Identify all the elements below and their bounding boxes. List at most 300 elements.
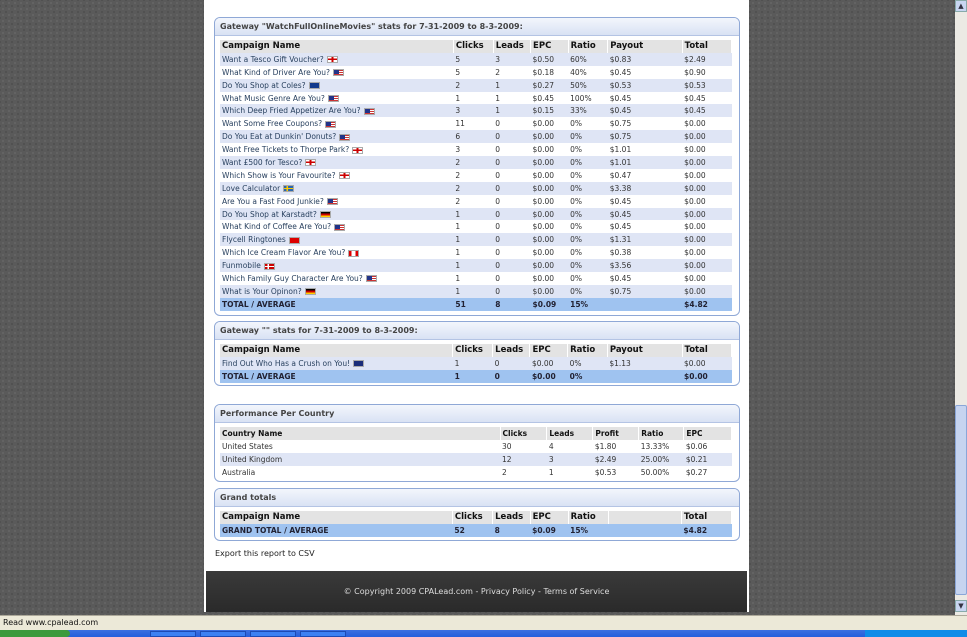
payout-cell: $0.45 [608,208,682,221]
total-row [220,524,732,537]
leads-cell: 0 [493,156,530,169]
total-cell: $0.00 [682,246,731,259]
column-header: Campaign Name [220,344,453,357]
vertical-scrollbar[interactable] [955,0,967,615]
payout-cell: $1.01 [608,156,682,169]
epc-total-cell: $0.09 [530,524,568,537]
os-taskbar [0,630,967,637]
campaign-link[interactable]: Which Ice Cream Flavor Are You? [222,248,346,258]
payout-cell: $0.83 [608,53,682,66]
scroll-down-arrow-icon[interactable]: ▼ [955,600,967,612]
clicks-cell: 12 [500,453,547,466]
campaign-link[interactable]: Which Show is Your Favourite? [222,170,336,180]
table-row [220,182,732,195]
column-header [608,511,681,524]
gateway-watchfullonlinemovies-panel [214,17,740,316]
footer-separator: - [472,587,481,596]
table-row [220,169,732,182]
column-header: Payout [608,40,682,53]
ratio-cell: 0% [568,195,608,208]
clicks-cell: 2 [453,156,493,169]
column-header: Clicks [500,427,547,440]
clicks-cell: 5 [453,53,493,66]
column-header: Profit [593,427,639,440]
campaign-link[interactable]: Flycell Ringtones [222,235,286,245]
total-cell: $0.00 [682,357,731,370]
privacy-policy-link[interactable]: Privacy Policy [480,587,536,596]
epc-cell: $0.06 [684,440,732,453]
table-row [220,130,732,143]
total-total-cell: $4.82 [682,298,731,311]
ratio-cell: 13.33% [639,440,684,453]
column-header: Country Name [220,427,500,440]
campaign-name-cell[interactable] [220,92,453,105]
column-header: Total [682,344,731,357]
country-table [220,427,732,479]
campaign-name-cell[interactable] [220,182,453,195]
browser-status-bar [0,615,967,630]
leads-cell: 1 [493,92,530,105]
total-row [220,370,732,383]
total-label-cell: GRAND TOTAL / AVERAGE [220,524,452,537]
ratio-cell: 60% [568,53,608,66]
epc-cell: $0.45 [531,92,569,105]
gateway-empty-panel [214,321,740,386]
payout-cell: $0.47 [608,169,682,182]
clicks-total-cell: 52 [452,524,492,537]
status-text: Read www.cpalead.com [3,618,99,627]
campaign-link[interactable]: Want £500 for Tesco? [222,157,303,167]
clicks-cell: 1 [453,357,493,370]
ratio-cell: 0% [568,182,608,195]
campaign-name-cell[interactable] [220,208,453,221]
campaign-name-cell[interactable] [220,169,453,182]
clicks-cell: 1 [453,220,493,233]
ratio-cell: 0% [568,272,608,285]
export-csv-link[interactable]: Export this report to CSV [215,549,315,558]
total-label-cell: TOTAL / AVERAGE [220,298,453,311]
payout-cell: $1.31 [608,233,682,246]
leads-cell: 0 [493,117,530,130]
clicks-cell: 1 [453,246,493,259]
clicks-cell: 1 [453,259,493,272]
payout-total-cell [608,524,681,537]
table-row [220,440,732,453]
epc-cell: $0.00 [531,220,569,233]
leads-total-cell: 8 [493,298,530,311]
uk-flag-icon [339,172,350,179]
campaign-name-cell[interactable] [220,246,453,259]
payout-cell: $0.75 [608,285,682,298]
payout-cell: $0.45 [608,66,682,79]
table-row [220,285,732,298]
column-header: Leads [493,511,530,524]
epc-cell: $0.00 [531,259,569,272]
ratio-cell: 0% [568,169,608,182]
leads-cell: 0 [493,285,530,298]
de-flag-icon [305,288,316,295]
campaign-link[interactable]: Which Family Guy Character Are You? [222,273,363,283]
leads-cell: 3 [493,53,530,66]
us-flag-icon [328,95,339,102]
epc-cell: $0.18 [531,66,569,79]
table-row [220,143,732,156]
column-header: Leads [493,40,530,53]
column-header: Ratio [568,40,608,53]
campaign-link[interactable]: What is Your Opinon? [222,286,302,296]
ratio-cell: 0% [568,156,608,169]
column-header: Clicks [453,40,493,53]
clicks-cell: 2 [453,182,493,195]
leads-cell: 4 [547,440,593,453]
total-label-cell: TOTAL / AVERAGE [220,370,453,383]
us-flag-icon [325,121,336,128]
report-page [204,0,749,612]
us-flag-icon [339,134,350,141]
ratio-cell: 40% [568,66,608,79]
total-cell: $2.49 [682,53,731,66]
epc-cell: $0.00 [531,130,569,143]
epc-cell: $0.00 [531,208,569,221]
panel-title: Gateway "WatchFullOnlineMovies" stats for 7-31-2009 to 8-3-2009: [215,18,739,36]
leads-cell: 0 [493,143,530,156]
uk-flag-icon [305,159,316,166]
epc-cell: $0.00 [531,285,569,298]
clicks-cell: 2 [453,195,493,208]
total-total-cell: $0.00 [682,370,731,383]
campaign-name-cell[interactable] [220,156,453,169]
column-header: EPC [531,40,569,53]
us-flag-icon [364,108,375,115]
clicks-total-cell: 1 [453,370,493,383]
epc-cell: $0.27 [531,79,569,92]
ratio-cell: 0% [568,233,608,246]
leads-cell: 0 [493,208,530,221]
header-row [220,40,732,53]
ratio-total-cell: 15% [568,524,608,537]
ratio-cell: 0% [568,357,608,370]
total-cell: $0.53 [682,79,731,92]
campaign-link[interactable]: Want Free Tickets to Thorpe Park? [222,145,350,155]
ratio-cell: 0% [568,130,608,143]
column-header: Payout [607,344,682,357]
epc-cell: $0.00 [531,156,569,169]
header-row [220,511,732,524]
column-header: Campaign Name [220,511,452,524]
campaign-link[interactable]: Love Calculator [222,183,281,193]
uk-flag-icon [327,56,338,63]
total-cell: $0.00 [682,233,731,246]
campaign-name-cell[interactable] [220,285,453,298]
clicks-cell: 1 [453,285,493,298]
leads-total-cell: 0 [493,370,530,383]
table-row [220,117,732,130]
column-header: Ratio [568,511,608,524]
taskbar-window-button[interactable] [300,631,346,637]
grand-totals-panel [214,488,740,541]
table-row [220,156,732,169]
ratio-cell: 33% [568,104,608,117]
clicks-cell: 11 [453,117,493,130]
gateway-stats-table [220,344,732,383]
table-row [220,357,732,370]
epc-cell: $0.00 [531,272,569,285]
table-row [220,208,732,221]
payout-cell: $3.38 [608,182,682,195]
table-row [220,195,732,208]
campaign-name-cell[interactable] [220,233,453,246]
leads-cell: 0 [493,220,530,233]
epc-cell: $0.15 [531,104,569,117]
ratio-total-cell: 15% [568,298,608,311]
table-row [220,104,732,117]
total-cell: $0.00 [682,143,731,156]
campaign-link[interactable]: Do You Eat at Dunkin' Donuts? [222,132,337,142]
us-flag-icon [327,198,338,205]
clicks-cell: 1 [453,208,493,221]
clicks-cell: 3 [453,104,493,117]
campaign-link[interactable]: Do You Shop at Coles? [222,80,306,90]
clicks-cell: 2 [453,169,493,182]
table-row [220,259,732,272]
payout-cell: $0.45 [608,272,682,285]
column-header: EPC [530,511,568,524]
column-header: Ratio [639,427,684,440]
us-flag-icon [333,69,344,76]
campaign-link[interactable]: What Kind of Driver Are You? [222,67,331,77]
campaign-name-cell[interactable] [220,53,453,66]
clicks-cell: 1 [453,233,493,246]
payout-cell: $0.45 [608,92,682,105]
profit-cell: $0.53 [593,466,639,479]
table-row [220,53,732,66]
table-row [220,466,732,479]
payout-cell: $0.75 [608,130,682,143]
campaign-link[interactable]: Find Out Who Has a Crush on You! [222,358,351,368]
clicks-cell: 1 [453,92,493,105]
table-row [220,246,732,259]
ratio-cell: 50.00% [639,466,684,479]
column-header: Total [681,511,731,524]
total-cell: $0.00 [682,285,731,298]
epc-cell: $0.00 [531,169,569,182]
epc-cell: $0.00 [531,246,569,259]
leads-cell: 2 [493,66,530,79]
total-row [220,298,732,311]
campaign-name-cell[interactable] [220,79,453,92]
table-row [220,66,732,79]
country-name-cell: United Kingdom [220,453,500,466]
us-flag-icon [334,224,345,231]
scrollbar-thumb[interactable] [955,405,967,595]
clicks-total-cell: 51 [453,298,493,311]
total-cell: $0.90 [682,66,731,79]
campaign-name-cell[interactable] [220,104,453,117]
table-row [220,79,732,92]
ratio-cell: 50% [568,79,608,92]
clicks-cell: 2 [500,466,547,479]
table-row [220,92,732,105]
leads-cell: 3 [547,453,593,466]
campaign-link[interactable]: What Kind of Coffee Are You? [222,222,332,232]
us-flag-icon [366,275,377,282]
performance-per-country-panel [214,404,740,482]
campaign-link[interactable]: Which Deep Fried Appetizer Are You? [222,106,361,116]
profit-cell: $2.49 [593,453,639,466]
panel-title: Grand totals [215,489,739,507]
epc-cell: $0.50 [531,53,569,66]
payout-total-cell [607,370,682,383]
leads-cell: 0 [493,130,530,143]
campaign-name-cell[interactable] [220,220,453,233]
copyright-text: © Copyright 2009 CPALead.com [343,587,473,596]
payout-cell: $0.38 [608,246,682,259]
taskbar-window-button[interactable] [150,631,196,637]
column-header: Leads [493,344,530,357]
payout-cell: $3.56 [608,259,682,272]
clicks-cell: 5 [453,66,493,79]
leads-cell: 0 [493,357,530,370]
country-name-cell: Australia [220,466,500,479]
campaign-link[interactable]: Are You a Fast Food Junkie? [222,196,324,206]
taskbar-window-button[interactable] [250,631,296,637]
payout-cell: $0.45 [608,220,682,233]
total-cell: $0.00 [682,220,731,233]
leads-cell: 0 [493,272,530,285]
clicks-cell: 1 [453,272,493,285]
leads-cell: 0 [493,246,530,259]
payout-cell: $0.45 [608,104,682,117]
campaign-name-cell[interactable] [220,195,453,208]
campaign-name-cell[interactable] [220,66,453,79]
profit-cell: $1.80 [593,440,639,453]
grand-totals-table [220,511,732,537]
total-cell: $0.00 [682,259,731,272]
payout-cell: $0.45 [608,195,682,208]
epc-cell: $0.27 [684,466,732,479]
leads-cell: 0 [493,195,530,208]
footer [206,571,747,612]
epc-cell: $0.00 [531,195,569,208]
campaign-name-cell[interactable] [220,117,453,130]
column-header: EPC [684,427,732,440]
table-row [220,220,732,233]
leads-cell: 1 [547,466,593,479]
system-tray [865,630,967,637]
nz-flag-icon [353,360,364,367]
leads-cell: 0 [493,259,530,272]
epc-cell: $0.00 [531,117,569,130]
column-header: EPC [530,344,568,357]
header-row [220,427,732,440]
table-row [220,272,732,285]
total-cell: $0.00 [682,169,731,182]
clicks-cell: 6 [453,130,493,143]
ratio-cell: 0% [568,285,608,298]
taskbar-window-button[interactable] [200,631,246,637]
epc-cell: $0.00 [531,233,569,246]
epc-cell: $0.00 [531,182,569,195]
total-total-cell: $4.82 [681,524,731,537]
se-flag-icon [283,185,294,192]
gateway-stats-table [220,40,732,311]
campaign-name-cell[interactable] [220,259,453,272]
column-header: Total [682,40,731,53]
ratio-cell: 0% [568,143,608,156]
total-cell: $0.45 [682,92,731,105]
campaign-name-cell[interactable] [220,272,453,285]
payout-cell: $0.53 [608,79,682,92]
footer-separator: - [535,587,544,596]
payout-cell: $0.75 [608,117,682,130]
leads-cell: 0 [493,182,530,195]
panel-title: Performance Per Country [215,405,739,423]
campaign-name-cell[interactable] [220,357,453,370]
total-cell: $0.45 [682,104,731,117]
epc-total-cell: $0.09 [531,298,569,311]
total-cell: $0.00 [682,156,731,169]
leads-cell: 0 [493,169,530,182]
ratio-cell: 0% [568,208,608,221]
total-cell: $0.00 [682,272,731,285]
epc-total-cell: $0.00 [530,370,568,383]
ca-flag-icon [348,250,359,257]
scroll-up-arrow-icon[interactable]: ▲ [955,0,967,12]
total-cell: $0.00 [682,208,731,221]
ratio-cell: 100% [568,92,608,105]
campaign-name-cell[interactable] [220,130,453,143]
column-header: Clicks [452,511,492,524]
leads-cell: 1 [493,104,530,117]
clicks-cell: 30 [500,440,547,453]
column-header: Clicks [453,344,493,357]
campaign-name-cell[interactable] [220,143,453,156]
au-flag-icon [309,82,320,89]
leads-cell: 1 [493,79,530,92]
campaign-link[interactable]: Do You Shop at Karstadt? [222,209,317,219]
campaign-link[interactable]: What Music Genre Are You? [222,93,325,103]
campaign-link[interactable]: Want Some Free Coupons? [222,119,323,129]
terms-of-service-link[interactable]: Terms of Service [543,587,610,596]
ratio-cell: 0% [568,117,608,130]
start-button[interactable] [0,630,70,637]
clicks-cell: 2 [453,79,493,92]
leads-total-cell: 8 [493,524,530,537]
table-row [220,233,732,246]
epc-cell: $0.00 [530,357,568,370]
campaign-link[interactable]: Want a Tesco Gift Voucher? [222,54,324,64]
ratio-cell: 0% [568,259,608,272]
column-header: Campaign Name [220,40,453,53]
ratio-cell: 0% [568,246,608,259]
clicks-cell: 3 [453,143,493,156]
epc-cell: $0.21 [684,453,732,466]
uk-flag-icon [352,147,363,154]
panel-title: Gateway "" stats for 7-31-2009 to 8-3-2009: [215,322,739,340]
leads-cell: 0 [493,233,530,246]
tr-flag-icon [289,237,300,244]
total-cell: $0.00 [682,182,731,195]
campaign-link[interactable]: Funmobile [222,261,261,271]
epc-cell: $0.00 [531,143,569,156]
ratio-cell: 0% [568,220,608,233]
payout-cell: $1.01 [608,143,682,156]
payout-cell: $1.13 [607,357,682,370]
total-cell: $0.00 [682,130,731,143]
payout-total-cell [608,298,682,311]
country-name-cell: United States [220,440,500,453]
header-row [220,344,732,357]
